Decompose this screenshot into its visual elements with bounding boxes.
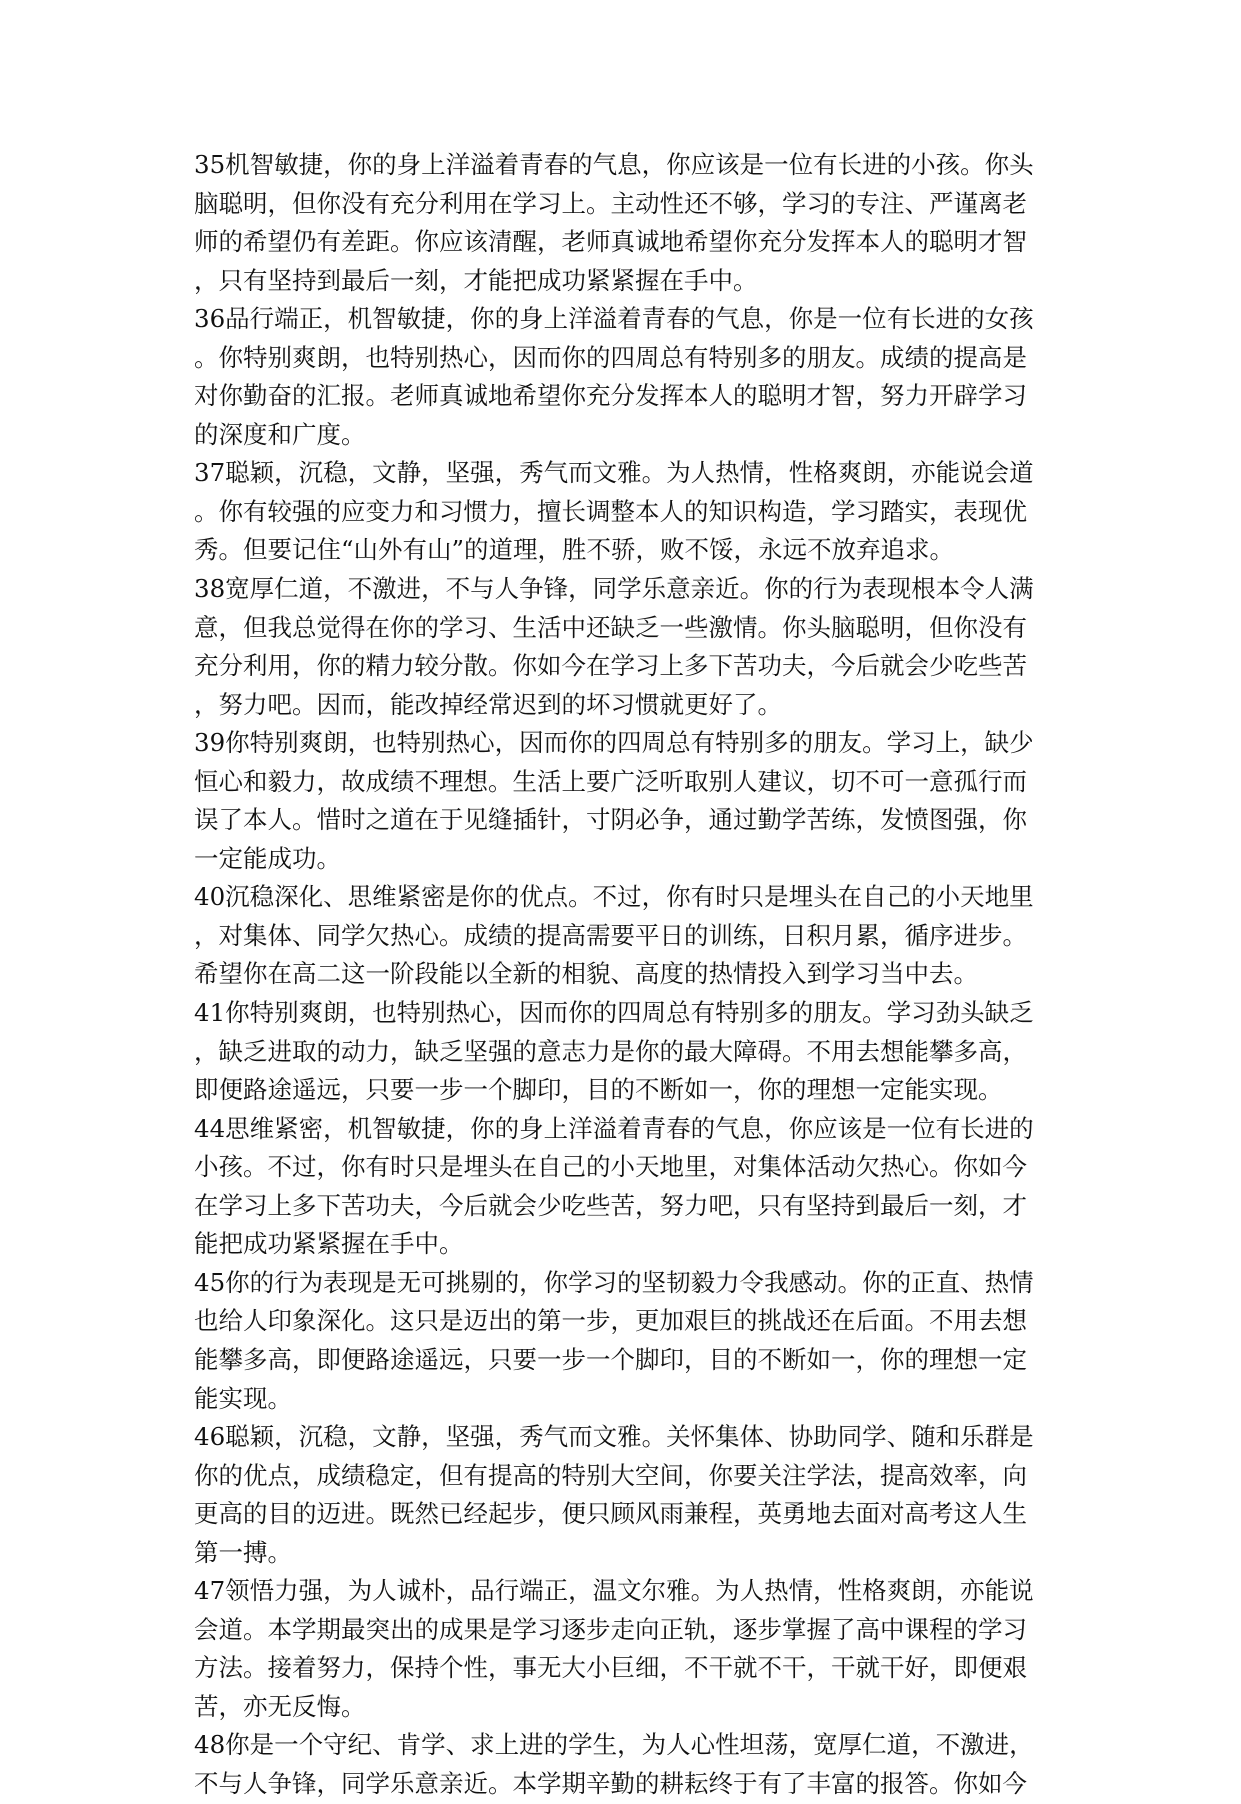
text-line: 在学习上多下苦功夫，今后就会少吃些苦，努力吧，只有坚持到最后一刻，才 (194, 1190, 1027, 1220)
text-line: 39你特别爽朗，也特别热心，因而你的四周总有特别多的朋友。学习上，缺少 (194, 728, 1034, 758)
text-line: 46聪颖，沉稳，文静，坚强，秀气而文雅。关怀集体、协助同学、随和乐群是 (194, 1422, 1034, 1452)
text-line: 38宽厚仁道，不激进，不与人争锋，同学乐意亲近。你的行为表现根本令人满 (194, 574, 1034, 604)
text-line: ，对集体、同学欠热心。成绩的提高需要平日的训练，日积月累，循序进步。 (194, 920, 1027, 950)
text-line: 一定能成功。 (194, 843, 341, 873)
text-line: 恒心和毅力，故成绩不理想。生活上要广泛听取别人建议，切不可一意孤行而 (194, 766, 1027, 796)
text-line: 小孩。不过，你有时只是埋头在自己的小天地里，对集体活动欠热心。你如今 (194, 1152, 1027, 1182)
document-body (194, 146, 1054, 1804)
text-line: 误了本人。惜时之道在于见缝插针，寸阴必争，通过勤学苦练，发愤图强，你 (194, 805, 1027, 835)
text-line: 第一搏。 (194, 1537, 292, 1567)
text-line: 47领悟力强，为人诚朴，品行端正，温文尔雅。为人热情，性格爽朗，亦能说 (194, 1576, 1034, 1606)
text-line: 35机智敏捷，你的身上洋溢着青春的气息，你应该是一位有长进的小孩。你头 (194, 150, 1034, 179)
text-line: 不与人争锋，同学乐意亲近。本学期辛勤的耕耘终于有了丰富的报答。你如今 (194, 1768, 1027, 1798)
text-line: 41你特别爽朗，也特别热心，因而你的四周总有特别多的朋友。学习劲头缺乏 (194, 998, 1034, 1028)
text-line: 45你的行为表现是无可挑剔的，你学习的坚韧毅力令我感动。你的正直、热情 (194, 1267, 1034, 1297)
text-line: 苦，亦无反悔。 (194, 1691, 366, 1721)
text-line: 能把成功紧紧握在手中。 (194, 1229, 464, 1259)
text-line: 即便路途遥远，只要一步一个脚印，目的不断如一，你的理想一定能实现。 (194, 1075, 1003, 1105)
text-line: 36品行端正，机智敏捷，你的身上洋溢着青春的气息，你是一位有长进的女孩 (194, 304, 1034, 334)
text-line: 秀。但要记住“山外有山”的道理，胜不骄，败不馁，永远不放弃追求。 (194, 535, 955, 565)
text-line: 44思维紧密，机智敏捷，你的身上洋溢着青春的气息，你应该是一位有长进的 (194, 1113, 1034, 1143)
text-line: 会道。本学期最突出的成果是学习逐步走向正轨，逐步掌握了高中课程的学习 (194, 1614, 1027, 1644)
text-line: 师的希望仍有差距。你应该清醒，老师真诚地希望你充分发挥本人的聪明才智 (194, 227, 1027, 257)
text-line: 能实现。 (194, 1383, 292, 1413)
text-line: ，努力吧。因而，能改掉经常迟到的坏习惯就更好了。 (194, 689, 782, 719)
text-line: 你的优点，成绩稳定，但有提高的特别大空间，你要关注学法，提高效率，向 (194, 1460, 1027, 1490)
text-line: 37聪颖，沉稳，文静，坚强，秀气而文雅。为人热情，性格爽朗，亦能说会道 (194, 458, 1034, 488)
text-line: 希望你在高二这一阶段能以全新的相貌、高度的热情投入到学习当中去。 (194, 959, 978, 989)
text-line: 脑聪明，但你没有充分利用在学习上。主动性还不够，学习的专注、严谨离老 (194, 188, 1027, 218)
text-line: 充分利用，你的精力较分散。你如今在学习上多下苦功夫，今后就会少吃些苦 (194, 651, 1027, 681)
text-line: 意，但我总觉得在你的学习、生活中还缺乏一些激情。你头脑聪明，但你没有 (194, 612, 1027, 642)
text-line: 更高的目的迈进。既然已经起步，便只顾风雨兼程，英勇地去面对高考这人生 (194, 1499, 1027, 1529)
text-line: 48你是一个守纪、肯学、求上进的学生，为人心性坦荡，宽厚仁道，不激进， (194, 1730, 1034, 1760)
text-line: 对你勤奋的汇报。老师真诚地希望你充分发挥本人的聪明才智，努力开辟学习 (194, 381, 1027, 411)
text-line: 方法。接着努力，保持个性，事无大小巨细，不干就不干，干就干好，即便艰 (194, 1653, 1027, 1683)
text-line: 能攀多高，即便路途遥远，只要一步一个脚印，目的不断如一，你的理想一定 (194, 1344, 1027, 1374)
text-line: ，只有坚持到最后一刻，才能把成功紧紧握在手中。 (194, 265, 758, 295)
text-line: 40沉稳深化、思维紧密是你的优点。不过，你有时只是埋头在自己的小天地里 (194, 882, 1034, 912)
text-line: 。你有较强的应变力和习惯力，擅长调整本人的知识构造，学习踏实，表现优 (194, 496, 1027, 526)
text-line: 。你特别爽朗，也特别热心，因而你的四周总有特别多的朋友。成绩的提高是 (194, 342, 1027, 372)
text-line: 也给人印象深化。这只是迈出的第一步，更加艰巨的挑战还在后面。不用去想 (194, 1306, 1027, 1336)
text-line: ，缺乏进取的动力，缺乏坚强的意志力是你的最大障碍。不用去想能攀多高， (194, 1036, 1027, 1066)
text-line: 的深度和广度。 (194, 419, 366, 449)
